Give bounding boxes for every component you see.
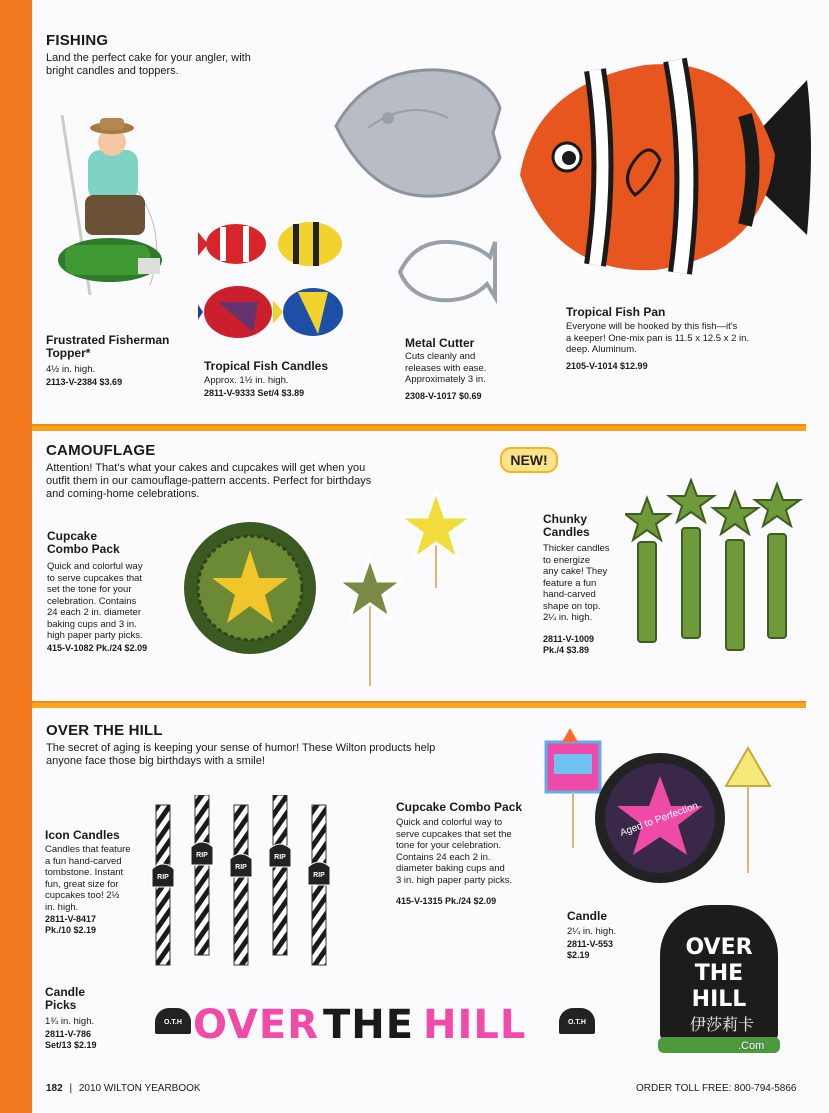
silver-fish-pan-image <box>328 58 508 208</box>
tombstone-line-3: HILL <box>691 987 747 1012</box>
metal-cutter-image <box>395 232 500 307</box>
camo-combo-code: 415-V-1082 Pk./24 $2.09 <box>47 643 148 653</box>
watermark-text: 伊莎莉卡 <box>690 1017 755 1034</box>
oth-tombstone-pick-left: O.T.H <box>155 1008 191 1034</box>
footer-separator: | <box>69 1083 73 1094</box>
fisherman-desc: 4½ in. high. <box>46 364 96 375</box>
fish-pan-desc: Everyone will be hooked by this fish—it's a keeper! One-mix pan is 11.5 x 12.5 x 2 in. deep. Aluminum. <box>566 321 750 355</box>
icon-candles-desc: Candles that feature a fun hand-carved tombstone. Instant fun, great size for cupcakes too! 2½ in. high. <box>45 844 131 913</box>
chunky-candles-name: Chunky Candles <box>543 512 590 539</box>
camouflage-intro: Attention! That's what your cakes and cupcakes will get when you outfit them in our camouflage-pattern accents. Perfect for birthdays and coming-home celebrations. <box>46 462 372 500</box>
icon-candles-name: Icon Candles <box>45 828 120 842</box>
page-number: 182 <box>46 1083 63 1094</box>
fish-pan-code: 2105-V-1014 $12.99 <box>566 361 648 371</box>
over-the-hill-letter-picks-image <box>155 1002 605 1062</box>
chunky-candles-code: 2811-V-1009 Pk./4 $3.89 <box>543 634 595 655</box>
camo-combo-name: Cupcake Combo Pack <box>47 529 120 556</box>
candle-picks-name: Candle Picks <box>45 985 86 1012</box>
chunky-candles-desc: Thicker candles to energize any cake! They feature a fun hand-carved shape on top. 2¼ in. high. <box>543 543 610 623</box>
fisherman-code: 2113-V-2384 $3.69 <box>46 377 123 387</box>
tombstone-line-2: THE <box>694 961 744 986</box>
oth-tombstone-pick-right: O.T.H <box>559 1008 595 1034</box>
fish-candles-name: Tropical Fish Candles <box>204 359 329 373</box>
camouflage-heading: CAMOUFLAGE <box>46 442 156 459</box>
over-the-hill-heading: OVER THE HILL <box>46 722 163 739</box>
fishing-heading: FISHING <box>46 32 109 49</box>
page-footer-left <box>46 1083 201 1094</box>
fisherman-name: Frustrated Fisherman Topper* <box>46 333 170 360</box>
metal-cutter-name: Metal Cutter <box>405 336 475 350</box>
oth-combo-name: Cupcake Combo Pack <box>396 800 523 814</box>
rip-label-3: RIP <box>235 864 247 871</box>
tombstone-candle-name: Candle <box>567 909 608 923</box>
icon-candles-code: 2811-V-8417 Pk./10 $2.19 <box>45 914 97 935</box>
rip-label-1: RIP <box>157 874 169 881</box>
oth-combo-code: 415-V-1315 Pk./24 $2.09 <box>396 896 497 906</box>
letter-picks-hill: HILL <box>423 1002 527 1048</box>
candle-picks-desc: 1¾ in. high. <box>45 1016 95 1027</box>
section-divider-2 <box>32 701 806 708</box>
section-divider-1 <box>32 424 806 431</box>
book-title: 2010 WILTON YEARBOOK <box>78 1083 201 1094</box>
watermark-sub: .Com <box>738 1040 765 1052</box>
rip-label-5: RIP <box>313 872 325 879</box>
over-the-hill-intro: The secret of aging is keeping your sense of humor! These Wilton products help anyone face those big birthdays with a smile! <box>46 742 436 767</box>
fisherman-topper-image <box>40 110 180 300</box>
rip-icon-candles-image <box>150 795 330 975</box>
camo-cupcake-combo-image <box>182 488 482 688</box>
candle-picks-code: 2811-V-786 Set/13 $2.19 <box>45 1029 97 1050</box>
chunky-camo-candles-image <box>625 478 805 653</box>
letter-picks-over: OVER <box>193 1002 320 1048</box>
rip-label-2: RIP <box>196 852 208 859</box>
oth-combo-desc: Quick and colorful way to serve cupcakes that set the tone for your celebration. Contains 24 each 2 in. diameter baking cups and 3 in. high paper party picks. <box>396 817 513 886</box>
fish-candles-desc: Approx. 1½ in. high. <box>204 375 289 386</box>
fishing-intro: Land the perfect cake for your angler, with bright candles and toppers. <box>46 52 251 77</box>
oth-cupcake-combo-image <box>540 728 790 888</box>
rip-label-4: RIP <box>274 854 286 861</box>
tombstone-candle-desc: 2¼ in. high. <box>567 926 617 937</box>
order-phone: ORDER TOLL FREE: 800-794-5866 <box>636 1083 797 1094</box>
metal-cutter-code: 2308-V-1017 $0.69 <box>405 391 482 401</box>
orange-sidebar-stripe <box>0 0 32 1113</box>
tombstone-line-1: OVER <box>685 935 753 960</box>
tombstone-candle-code: 2811-V-553 $2.19 <box>567 939 614 960</box>
camo-combo-desc: Quick and colorful way to serve cupcakes that set the tone for your celebration. Contains 24 each 2 in. diameter baking cups and 3 in. high paper party picks. <box>47 561 143 641</box>
clownfish-cake-image <box>515 45 815 285</box>
letter-picks-the: THE <box>323 1002 415 1048</box>
new-badge: NEW! <box>500 447 558 473</box>
cupcake-cup-text: Aged to Perfection <box>618 800 700 839</box>
metal-cutter-desc: Cuts cleanly and releases with ease. Approximately 3 in. <box>405 351 487 385</box>
fish-candles-code: 2811-V-9333 Set/4 $3.89 <box>204 388 305 398</box>
fish-pan-name: Tropical Fish Pan <box>566 305 666 319</box>
tropical-fish-candles-image <box>198 212 353 347</box>
